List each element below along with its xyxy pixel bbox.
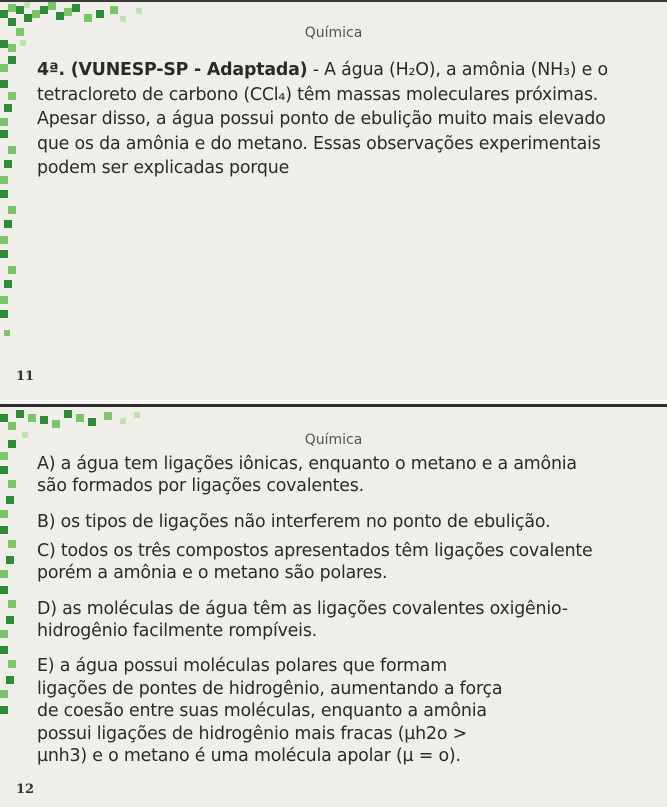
question-line: - A água (H₂O), a amônia (NH₃) e o — [307, 60, 608, 80]
option-line: E) a água possui moléculas polares que formam — [37, 656, 447, 676]
option-line: C) todos os três compostos apresentados têm ligações covalente — [37, 541, 593, 561]
option-line: possui ligações de hidrogênio mais fracas (µh2o > — [37, 723, 467, 744]
question-line: podem ser explicadas porque — [37, 158, 290, 179]
option-line: de coesão entre suas moléculas, enquanto a amônia — [37, 701, 487, 721]
slide-divider — [0, 400, 667, 410]
option-line: são formados por ligações covalentes. — [37, 475, 364, 496]
option-c[interactable] — [37, 541, 662, 584]
question-line: Apesar disso, a água possui ponto de ebulição muito mais elevado — [37, 109, 606, 130]
page-number: 11 — [16, 369, 35, 384]
option-line: B) os tipos de ligações não interferem no ponto de ebulição. — [37, 512, 551, 532]
question-title: 4ª. (VUNESP-SP - Adaptada) — [37, 60, 308, 80]
option-e[interactable] — [37, 655, 662, 768]
slide-11 — [0, 0, 667, 400]
subject-header: Química — [304, 432, 363, 448]
slide-12 — [0, 410, 667, 807]
option-line: porém a amônia e o metano são polares. — [37, 562, 388, 583]
page-number: 12 — [16, 782, 35, 797]
question-line: que os da amônia e do metano. Essas observações experimentais — [37, 133, 601, 154]
question-text — [37, 58, 662, 181]
option-line: hidrogênio facilmente rompíveis. — [37, 620, 318, 641]
option-b[interactable] — [37, 512, 662, 534]
option-line: ligações de pontes de hidrogênio, aumentando a força — [37, 678, 503, 699]
option-a[interactable] — [37, 454, 662, 497]
option-d[interactable] — [37, 599, 662, 642]
option-line: D) as moléculas de água têm as ligações covalentes oxigênio- — [37, 599, 568, 619]
option-line: µnh3) e o metano é uma molécula apolar (µ = o). — [37, 746, 461, 766]
question-line: tetracloreto de carbono (CCl₄) têm massas moleculares próximas. — [37, 84, 599, 105]
option-line: A) a água tem ligações iônicas, enquanto o metano e a amônia — [37, 454, 577, 474]
subject-header: Química — [304, 25, 363, 41]
